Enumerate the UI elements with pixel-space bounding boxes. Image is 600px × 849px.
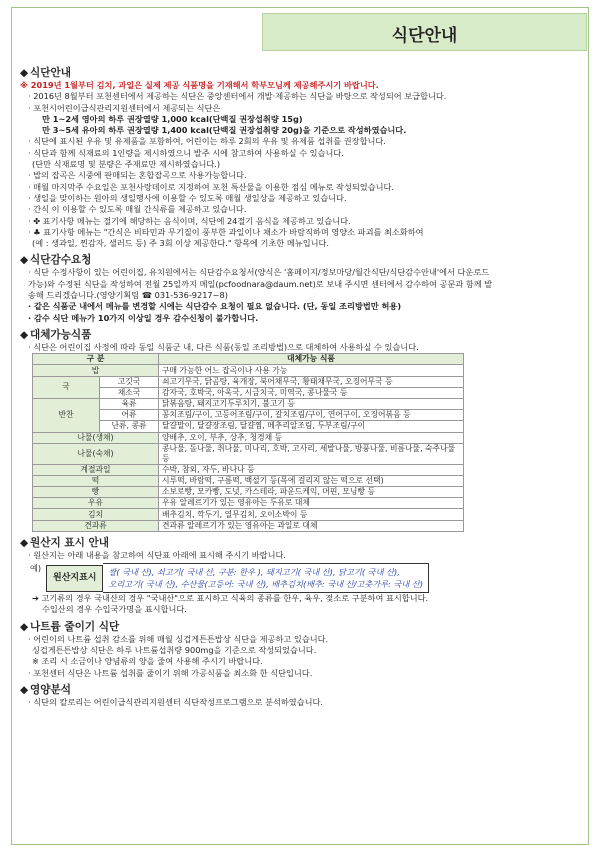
table-cell: 달걀말이, 달걀장조림, 달걀찜, 메추리알조림, 두부조림/구이 (159, 421, 464, 432)
text-line: · 생일을 맞이하는 원아의 생일행사에 이용할 수 있도록 매월 생일상을 제공하고 있습니다. (28, 192, 347, 203)
text-line: · 밥의 잡곡은 시중에 판매되는 혼합잡곡으로 사용가능합니다. (28, 170, 247, 181)
diamond-icon: ◆ (20, 328, 29, 341)
notice-line: ※ 2019년 1월부터 김치, 과일은 실제 제공 식품명을 기재해서 학부모님께 제공해주시기 바랍니다. (20, 80, 379, 90)
section-heading-substitutes: ◆ 대체가능식품 (20, 328, 92, 341)
table-row (33, 509, 464, 520)
text-line: 싱겁게튼튼밥상 식단은 하루 나트륨섭취량 900mg을 기준으로 작성되었습니다. (32, 645, 317, 656)
origin-line: 오리고기( 국내 산), 수산물(고등어: 국내 산), 배추김치(배추: 국내 산/고춧가루: 국내 산) (108, 579, 424, 590)
title-box (262, 13, 587, 51)
text-line: 수입산의 경우 수입국가명을 표시합니다. (42, 604, 187, 615)
table-cell: 국 (33, 376, 100, 398)
text-line: · 매월 마지막주 수요일은 포천사랑데이로 지정하여 포천 특산물을 이용한 점심 메뉴로 작성되었습니다. (28, 181, 395, 192)
text-line: · 식단은 어린이집 사정에 따라 동일 식품군 내, 다른 식품(동일 조리방법)으로 대체하여 사용하실 수 있습니다. (28, 341, 419, 352)
text-line: · 식단 수정사항이 있는 어린이집, 유치원에서는 식단감수요청서(양식은 '홈페이지/정보마당/월간식단/식단감수안내'에서 다운로드 (28, 267, 490, 278)
diamond-icon: ◆ (20, 620, 29, 633)
table-cell: 김치 (33, 509, 159, 520)
origin-box (103, 563, 429, 593)
text-line: 만 1~2세 영아의 하루 권장열량 1,000 kcal(단백질 권장섭취량 15g) (42, 113, 303, 124)
section-heading-review-request: ◆ 식단감수요청 (20, 254, 92, 267)
table-cell: 밥 (33, 365, 159, 376)
substitute-table (32, 353, 464, 532)
table-cell: 양배추, 오이, 부추, 상추, 청경채 등 (159, 432, 464, 443)
text-line: · ✤ 표기사항 메뉴는 절기에 해당하는 음식이며, 식단에 24절기 음식을 제공하고 있습니다. (28, 215, 351, 226)
table-cell: 떡 (33, 475, 159, 486)
table-cell: 고깃국 (100, 376, 159, 387)
content (20, 62, 580, 708)
table-cell: 나물(숙채) (33, 443, 159, 464)
example-label: 예) (30, 563, 42, 574)
diamond-icon: ◆ (20, 536, 29, 549)
section-heading-origin: ◆ 원산지 표시 안내 (20, 536, 110, 549)
table-row (33, 365, 464, 376)
table-cell: 견과류 알레르기가 있는 영유아는 과일로 대체 (159, 520, 464, 531)
table-cell: 우유 (33, 498, 159, 509)
table-cell: 계절과일 (33, 464, 159, 475)
text-line: · 간식 이 이용할 수 있도록 매월 간식류를 제공하고 있습니다. (28, 204, 247, 215)
table-cell: 육류 (100, 398, 159, 409)
text-line: (단만 식재료명 및 분량은 주재료만 제시하였습니다.) (32, 159, 221, 170)
table-row (33, 376, 464, 387)
table-cell: 시루떡, 바람떡, 구름떡, 백설기 등(목에 걸리지 않는 떡으로 선택) (159, 475, 464, 486)
table-header: 대체가능 식품 (159, 354, 464, 365)
table-header: 구 분 (33, 354, 159, 365)
table-cell: 꽁치조림/구이, 고등어조림/구이, 갈치조림/구이, 연어구이, 오징어볶음 등 (159, 410, 464, 421)
text-line: 가능)와 수정된 식단을 작성하여 전월 25일까지 메일(pcfoodnara@daum.net)로 보내 주시면 센터에서 감수하여 공문과 함께 발 (28, 278, 493, 289)
table-row (33, 443, 464, 464)
text-line: · 포천센터 식단은 나트륨 섭취를 줄이기 위해 가공식품을 최소화 한 식단입니다. (28, 667, 313, 678)
page-title: 식단안내 (391, 26, 458, 46)
table-row (33, 464, 464, 475)
text-line: · 어린이의 나트륨 섭취 감소를 위해 매월 싱겁게튼튼밥상 식단을 제공하고 있습니다. (28, 633, 329, 644)
section-heading-menu-guide: ◆ 식단안내 (20, 67, 71, 79)
table-cell: 소보로빵, 모카빵, 도넛, 카스테라, 파운드케익, 머핀, 모닝빵 등 (159, 487, 464, 498)
table-header-row (33, 354, 464, 365)
table-cell: 반찬 (33, 398, 100, 432)
text-line: ※ 조리 시 소금이나 양념류의 양을 줄여 사용해 주시기 바랍니다. (32, 656, 263, 667)
origin-example (30, 563, 580, 593)
table-cell: 채소국 (100, 387, 159, 398)
table-cell: 어류 (100, 410, 159, 421)
table-cell: 수박, 참외, 자두, 바나나 등 (159, 464, 464, 475)
text-line: 송해 드리겠습니다.(영양기획팀 ☎ 031-536-9217~8) (28, 290, 228, 301)
table-cell: 빵 (33, 487, 159, 498)
table-row (33, 398, 464, 409)
text-line: 만 3~5세 유아의 하루 권장열량 1,400 kcal(단백질 권장섭취량 20g)을 기준으로 작성하였습니다. (42, 125, 407, 136)
text-line: ➔ 고기류의 경우 국내산의 경우 "국내산"으로 표시하고 식육의 종류를 한우, 육우, 젖소로 구분하여 표시합니다. (32, 593, 429, 604)
text-line: · 식단과 함께 식재료의 1인량을 제시하였으니 발주 시에 참고하여 사용하실 수 있습니다. (28, 147, 344, 158)
text-line: · 식단의 칼로리는 어린이급식관리지원센터 식단작성프로그램으로 분석하였습니다. (28, 696, 324, 707)
text-line: · 2016년 8월부터 포천센터에서 제공하는 식단은 중앙센터에서 개발·제공하는 식단을 바탕으로 작성되어 보급합니다. (28, 91, 447, 102)
table-cell: 콩나물, 돌나물, 취나물, 미나리, 호박, 고사리, 세발나물, 방풍나물, 비름나물, 숙주나물 등 (159, 443, 464, 464)
table-row (33, 520, 464, 531)
text-line: · 감수 식단 메뉴가 10가지 이상일 경우 감수신청이 불가합니다. (28, 312, 259, 323)
section-heading-sodium: ◆ 나트륨 줄이기 식단 (20, 620, 120, 633)
section-heading-nutrition: ◆ 영양분석 (20, 683, 71, 696)
table-row (33, 475, 464, 486)
table-cell: 닭볶음탕, 돼지고기두루치기, 불고기 등 (159, 398, 464, 409)
diamond-icon: ◆ (20, 67, 29, 79)
text-line: · 포천시어린이급식관리지원센터에서 제공되는 식단은 (28, 102, 221, 113)
table-cell: 배추김치, 깍두기, 열무김치, 오이소박이 등 (159, 509, 464, 520)
table-cell: 구매 가능한 어느 잡곡이나 사용 가능 (159, 365, 464, 376)
diamond-icon: ◆ (20, 254, 29, 267)
text-line: · ♣ 표기사항 메뉴는 "간식은 비타민과 무기질이 풍부한 과일이나 채소가 바람직하며 영양소 파괴를 최소화하여 (28, 226, 424, 237)
text-line: · 식단에 표시된 우유 및 유제품을 포함하여, 어린이는 하루 2회의 우유 및 유제품 섭취를 권장합니다. (28, 136, 386, 147)
table-row (33, 498, 464, 509)
table-cell: 나물(생채) (33, 432, 159, 443)
table-cell: 우유 알레르기가 있는 영유아는 두유로 대체 (159, 498, 464, 509)
table-row (33, 432, 464, 443)
text-line: (예 : 생과일, 찐감자, 샐러드 등) 주 3회 이상 제공한다." 항목에 기초한 메뉴입니다. (32, 238, 330, 249)
table-cell: 난류, 콩류 (100, 421, 159, 432)
text-line: · 원산지는 아래 내용을 참고하여 식단표 아래에 표시해 주시기 바랍니다. (28, 549, 286, 560)
origin-label: 원산지표시 (46, 565, 103, 592)
table-cell: 쇠고기무국, 닭곰탕, 육개장, 북어채무국, 황태채무국, 오징어무국 등 (159, 376, 464, 387)
table-row (33, 487, 464, 498)
table-cell: 견과류 (33, 520, 159, 531)
origin-line: 쌀( 국내 산), 쇠고기( 국내 산, 구분: 한우 ), 돼지고기( 국내 산), 닭고기( 국내 산), (108, 567, 400, 578)
table-cell: 감자국, 호박국, 아욱국, 시금치국, 미역국, 콩나물국 등 (159, 387, 464, 398)
diamond-icon: ◆ (20, 683, 29, 696)
text-line: · 같은 식품군 내에서 메뉴를 변경할 시에는 식단감수 요청이 필요 없습니다. (단, 동일 조리방법만 허용) (28, 301, 402, 312)
